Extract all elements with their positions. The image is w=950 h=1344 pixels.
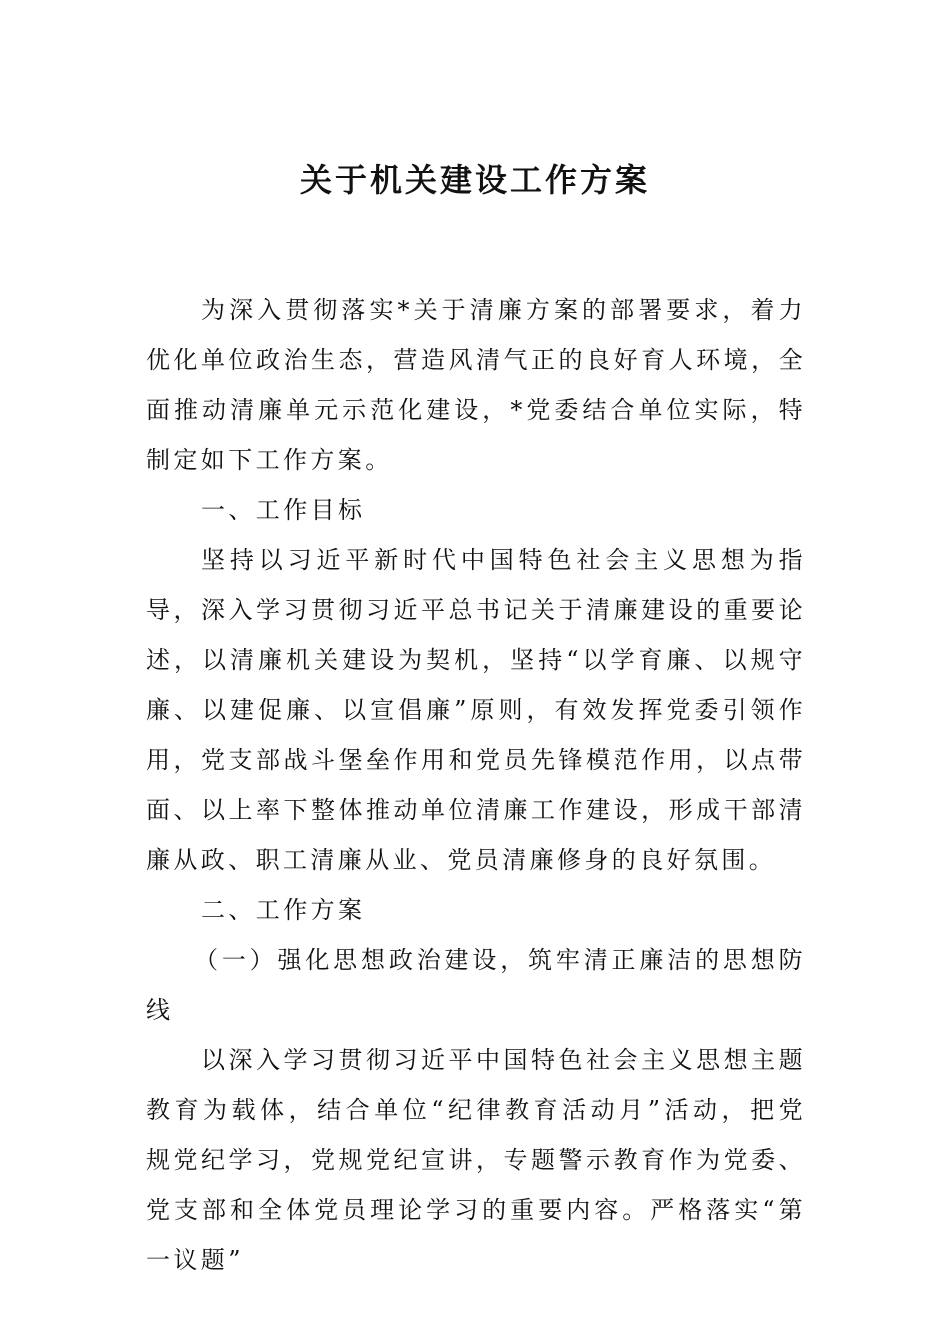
section-heading-plan: 二、工作方案 [201,896,366,924]
subsection-heading-1: （一）强化思想政治建设，筑牢清正廉洁的思想防线 [146,946,806,1024]
section-heading-goals: 一、工作目标 [201,496,366,524]
document-title: 关于机关建设工作方案 [299,161,650,199]
intro-paragraph: 为深入贯彻落实*关于清廉方案的部署要求，着力优化单位政治生态，营造风清气正的良好育人环境，全面推动清廉单元示范化建设，*党委结合单位实际，特制定如下工作方案。 [146,296,806,474]
plan-paragraph-1: 以深入学习贯彻习近平中国特色社会主义思想主题教育为载体，结合单位“纪律教育活动月”活动，把党规党纪学习，党规党纪宣讲，专题警示教育作为党委、党支部和全体党员理论学习的重要内容。严格落实“第一议题” [146,1046,806,1274]
document-body [146,285,806,1285]
goals-paragraph: 坚持以习近平新时代中国特色社会主义思想为指导，深入学习贯彻习近平总书记关于清廉建设的重要论述，以清廉机关建设为契机，坚持“以学育廉、以规守廉、以建促廉、以宣倡廉”原则，有效发挥党委引领作用，党支部战斗堡垒作用和党员先锋模范作用，以点带面、以上率下整体推动单位清廉工作建设，形成干部清廉从政、职工清廉从业、党员清廉修身的良好氛围。 [146,546,806,874]
